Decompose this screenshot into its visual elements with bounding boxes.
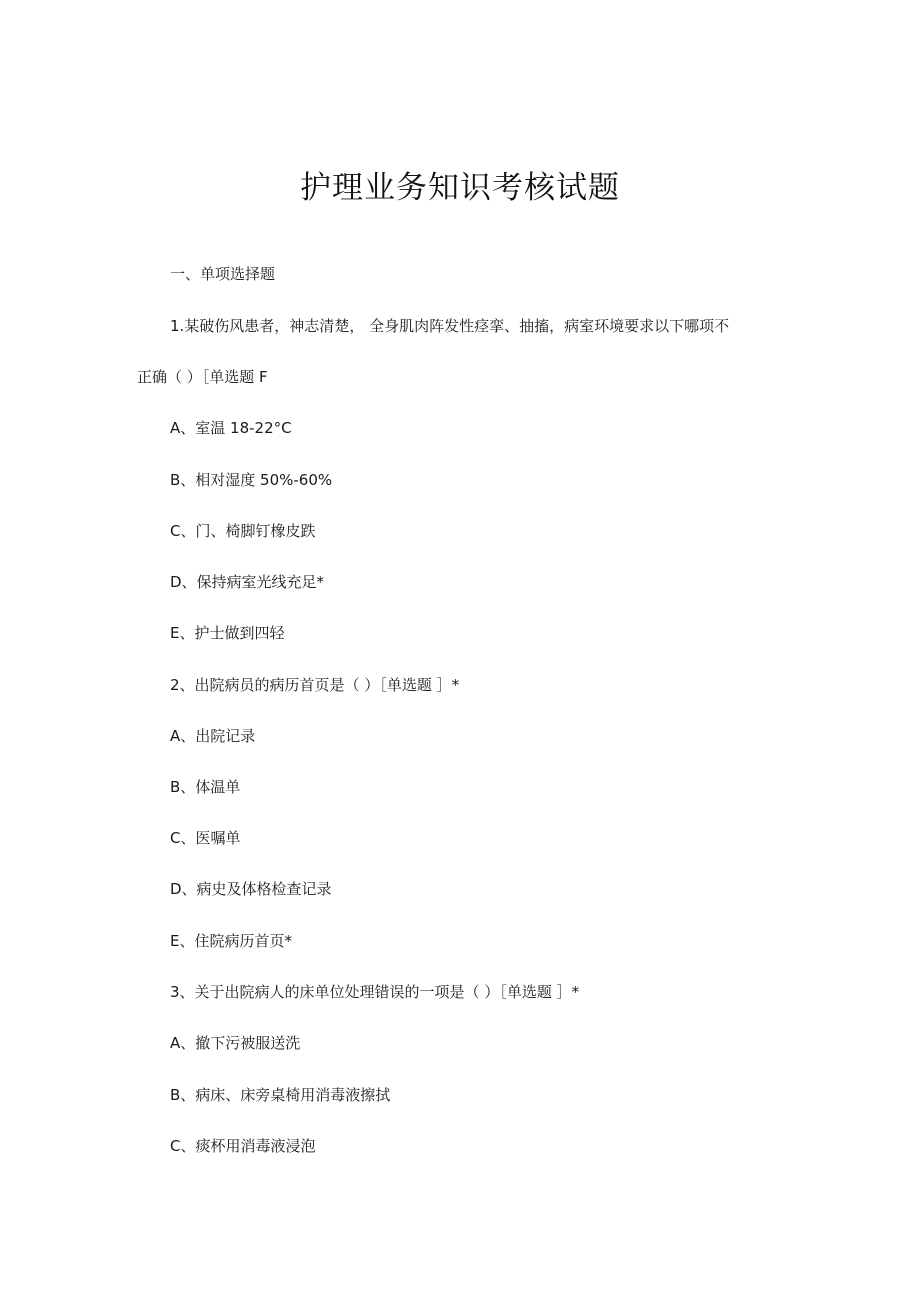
option-d: D、病史及体格检查记录	[170, 880, 332, 898]
option-c: C、门、椅脚钉橡皮跌	[170, 522, 316, 540]
option-e: E、护士做到四轻	[170, 624, 285, 642]
section-heading: 一、单项选择题	[170, 265, 276, 283]
option-b: B、相对湿度 50%-60%	[170, 471, 333, 489]
option-b: B、体温单	[170, 778, 241, 796]
option-b: B、病床、床旁桌椅用消毒液擦拭	[170, 1086, 391, 1104]
option-d: D、保持病室光线充足*	[170, 573, 325, 591]
document-title: 护理业务知识考核试题	[300, 170, 620, 206]
option-c: C、痰杯用消毒液浸泡	[170, 1137, 316, 1155]
option-c: C、医嘱单	[170, 829, 241, 847]
option-a: A、出院记录	[170, 727, 256, 745]
question-stem: 3、关于出院病人的床单位处理错误的一项是（ ）［单选题 ］*	[170, 983, 580, 1001]
question-stem: 1.某破伤风患者，神志清楚， 全身肌肉阵发性痉挛、抽搐，病室环境要求以下哪项不	[170, 317, 730, 335]
question-stem: 2、出院病员的病历首页是（ ）［单选题 ］*	[170, 676, 460, 694]
option-a: A、室温 18-22°C	[170, 419, 292, 437]
option-e: E、住院病历首页*	[170, 932, 292, 950]
question-stem-continuation: 正确（ ）［单选题 F	[137, 368, 268, 386]
option-a: A、撤下污被服送洗	[170, 1034, 301, 1052]
